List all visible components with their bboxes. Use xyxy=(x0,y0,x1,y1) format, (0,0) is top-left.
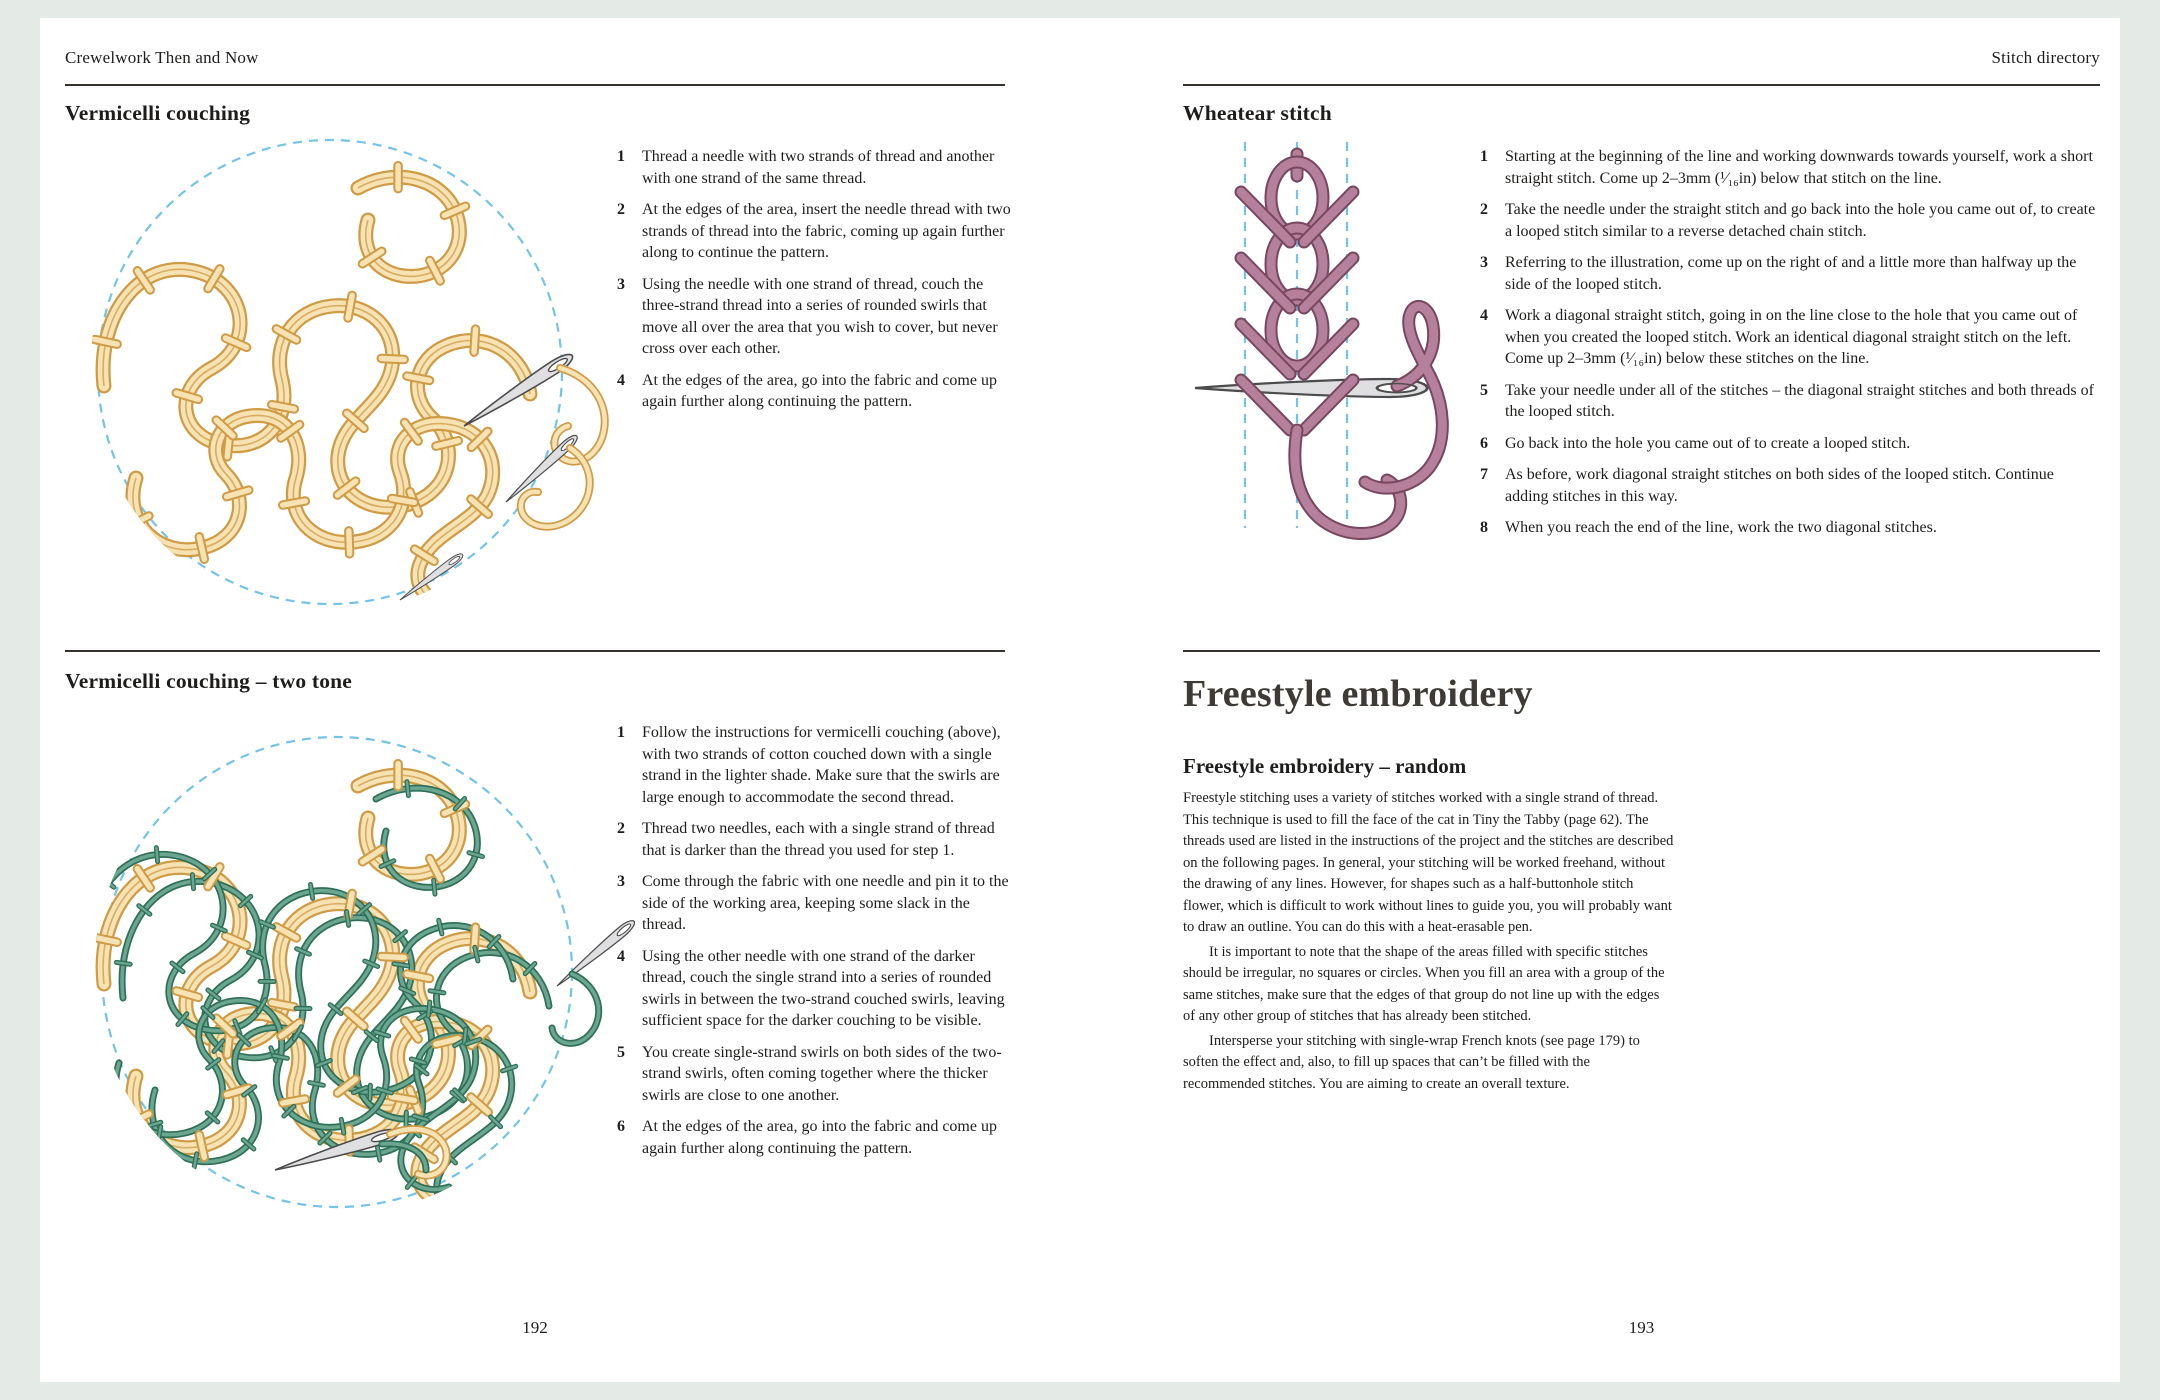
step-text: Starting at the beginning of the line and working downwards towards yourself, work a short straight stitch. Come up 2–3mm (¹⁄₁₆in) below that stitch on the line. xyxy=(1505,148,2093,187)
step-item xyxy=(617,1116,1015,1159)
section-divider-right xyxy=(1183,650,2100,652)
step-item xyxy=(617,818,1015,861)
step-number: 6 xyxy=(617,1118,625,1135)
step-text: Work a diagonal straight stitch, going in on the line close to the hole that you came out of when you created the looped stitch. Work an identical diagonal straight stitch on the left. Come up 2–3mm (¹⁄₁₆in) below these stitches on the line. xyxy=(1505,307,2078,367)
step-number: 2 xyxy=(617,820,625,837)
step-text: As before, work diagonal straight stitches on both sides of the looped stitch. Continue adding stitches in this way. xyxy=(1505,466,2054,505)
step-text: Using the needle with one strand of thread, couch the three-strand thread into a series of rounded swirls that move all over the area that you wish to cover, but never cross over each other. xyxy=(642,275,998,357)
step-text: Referring to the illustration, come up on the right of and a little more than halfway up the side of the looped stitch. xyxy=(1505,254,2077,293)
section-title-vermicelli-two-tone: Vermicelli couching – two tone xyxy=(65,669,353,693)
step-item xyxy=(1480,517,2100,539)
step-number: 3 xyxy=(617,275,625,293)
step-text: Come through the fabric with one needle and pin it to the side of the working area, keeping some slack in the thread. xyxy=(642,873,1009,933)
running-header-right: Stitch directory xyxy=(1991,48,2100,67)
step-number: 3 xyxy=(617,873,625,890)
step-item xyxy=(617,946,1015,1032)
step-item xyxy=(617,722,1015,808)
step-item xyxy=(1480,433,2100,455)
step-number: 5 xyxy=(1480,381,1488,399)
couched-threads xyxy=(80,764,549,1217)
step-number: 1 xyxy=(1480,148,1488,165)
step-item xyxy=(617,871,1015,936)
page-number-right: 193 xyxy=(1628,1318,1655,1337)
step-number: 4 xyxy=(1480,307,1488,324)
step-text: Go back into the hole you came out of to create a looped stitch. xyxy=(1505,434,1911,452)
step-number: 1 xyxy=(617,148,625,165)
vermicelli-two-tone-illustration xyxy=(60,728,680,1248)
step-text: Take the needle under the straight stitch and go back into the hole you came out of, to create a looped stitch similar to a reverse detached chain stitch. xyxy=(1505,201,2096,240)
step-item xyxy=(617,370,1015,413)
vermicelli-couching-illustration xyxy=(60,130,680,650)
step-text: You create single-strand swirls on both sides of the two-strand swirls, often coming together where the thicker swirls are close to one another. xyxy=(642,1043,1002,1104)
step-item xyxy=(617,1042,1015,1107)
step-text: Take your needle under all of the stitches – the diagonal straight stitches and both threads of the looped stitch. xyxy=(1505,381,2094,420)
paragraph: Intersperse your stitching with single-wrap French knots (see page 179) to soften the effect and, also, to fill up spaces that can’t be filled with the recommended stitches. You are aiming to create an overall texture. xyxy=(1183,1032,1640,1092)
freestyle-body-text xyxy=(1183,788,1675,1095)
couched-threads xyxy=(95,166,530,616)
step-item xyxy=(1480,305,2100,370)
needle-icon xyxy=(503,432,580,505)
step-number: 2 xyxy=(617,201,625,218)
two-tone-steps xyxy=(617,722,1015,1169)
step-text: Follow the instructions for vermicelli couching (above), with two strands of cotton couched down with a single strand in the lighter shade. Make sure that the swirls are large enough to accommodate the second thread. xyxy=(642,724,1001,806)
paragraph: It is important to note that the shape of the areas filled with specific stitches should be irregular, no squares or circles. When you fill an area with a group of the same stitches, make sure that the edges of that group do not line up with the edges of any other group of stitches that has already been stitched. xyxy=(1183,943,1665,1024)
step-text: At the edges of the area, go into the fabric and come up again further along continuing the pattern. xyxy=(642,371,997,410)
step-number: 3 xyxy=(1480,254,1488,271)
step-text: At the edges of the area, insert the needle thread with two strands of thread into the fabric, coming up again further along to continue the pattern. xyxy=(642,201,1011,261)
step-text: At the edges of the area, go into the fabric and come up again further along continuing the pattern. xyxy=(642,1118,997,1157)
step-number: 4 xyxy=(617,947,625,965)
wheatear-steps xyxy=(1480,146,2100,549)
step-number: 8 xyxy=(1480,519,1488,536)
header-rule-right xyxy=(1183,84,2100,86)
section-title-vermicelli: Vermicelli couching xyxy=(65,101,251,125)
step-number: 1 xyxy=(617,724,625,741)
step-item xyxy=(617,146,1015,189)
step-number: 5 xyxy=(617,1043,625,1061)
header-rule-left xyxy=(65,84,1005,86)
step-item xyxy=(1480,380,2100,423)
step-item xyxy=(1480,199,2100,242)
section-divider-left xyxy=(65,650,1005,652)
step-item xyxy=(617,274,1015,360)
step-text: When you reach the end of the line, work the two diagonal stitches. xyxy=(1505,519,1937,536)
step-item xyxy=(1480,146,2100,189)
step-text: Thread a needle with two strands of thread and another with one strand of the same thread. xyxy=(642,148,995,187)
section-title-wheatear: Wheatear stitch xyxy=(1183,101,1332,125)
vermicelli-steps xyxy=(617,146,1015,423)
step-number: 7 xyxy=(1480,466,1488,483)
step-text: Thread two needles, each with a single strand of thread that is darker than the thread you used for step 1. xyxy=(642,820,995,859)
step-item xyxy=(1480,252,2100,295)
step-number: 6 xyxy=(1480,434,1488,452)
step-item xyxy=(617,199,1015,264)
subsection-title-freestyle-random: Freestyle embroidery – random xyxy=(1183,754,1467,778)
paragraph: Freestyle stitching uses a variety of stitches worked with a single strand of thread. This technique is used to fill the face of the cat in Tiny the Tabby (page 62). The threads used are listed in the instructions of the project and the stitches are described on the following pages. In general, your stitching will be worked freehand, without the drawing of any lines. However, for shapes such as a half-buttonhole stitch flower, which is difficult to work without lines to guide you, you will probably want to draw an outline. You can do this with a heat-erasable pen. xyxy=(1183,790,1674,935)
wheatear-stitch-illustration xyxy=(1165,136,1465,566)
running-header-left: Crewelwork Then and Now xyxy=(65,48,259,67)
step-number: 2 xyxy=(1480,201,1488,218)
page-number-left: 192 xyxy=(522,1318,548,1337)
step-item xyxy=(1480,464,2100,507)
step-text: Using the other needle with one strand of the darker thread, couch the single strand into a series of rounded swirls in between the two-strand couched swirls, leaving sufficient space for the darker couching to be visible. xyxy=(642,947,1005,1029)
step-number: 4 xyxy=(617,371,625,389)
chapter-title-freestyle: Freestyle embroidery xyxy=(1183,673,1533,715)
